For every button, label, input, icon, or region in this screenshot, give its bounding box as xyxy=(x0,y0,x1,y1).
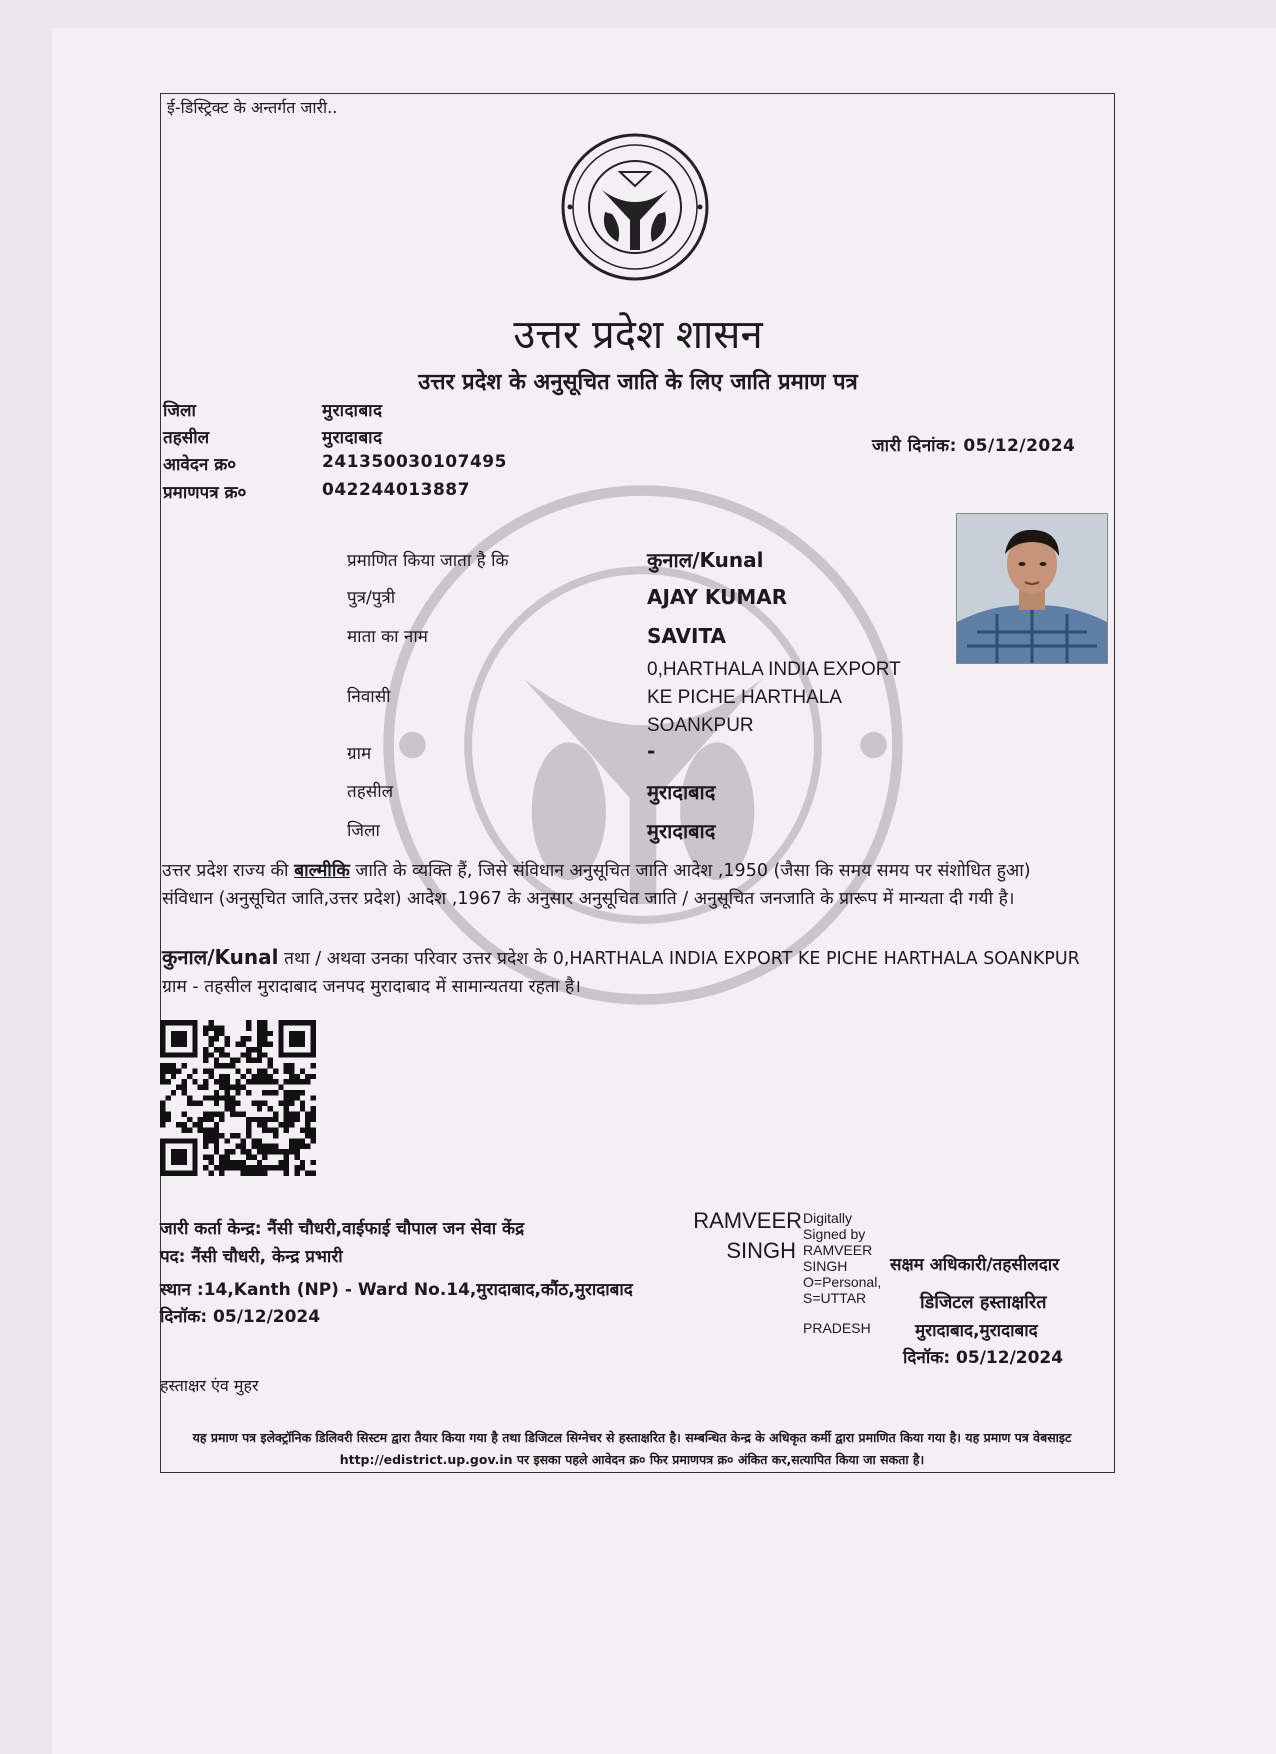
sig-line: SINGH xyxy=(803,1258,848,1274)
applicant-photo xyxy=(956,513,1108,664)
certified-label: प्रमाणित किया जाता है कि xyxy=(347,551,509,571)
issuer-post: पद: नैंसी चौधरी, केन्द्र प्रभारी xyxy=(160,1247,343,1267)
mother-label: माता का नाम xyxy=(347,627,428,647)
sig-line: PRADESH xyxy=(803,1320,871,1336)
sig-line: Digitally xyxy=(803,1210,853,1226)
tehsil-label: तहसील xyxy=(163,428,210,448)
district-label: जिला xyxy=(163,401,196,421)
caste-statement xyxy=(162,857,1082,913)
address-line-1: 0,HARTHALA INDIA EXPORT xyxy=(647,659,901,680)
residence-text: तथा / अथवा उनका परिवार उत्तर प्रदेश के 0,HARTHALA INDIA EXPORT KE PICHE HARTHALA SOANKPUR ग्राम - तहसील मुरादाबाद जनपद मुरादाबाद में सामान्यतया रहता है। xyxy=(162,949,1080,997)
authority-place: मुरादाबाद,मुरादाबाद xyxy=(915,1321,1038,1341)
detail-tehsil-label: तहसील xyxy=(347,782,394,802)
parent-name: AJAY KUMAR xyxy=(647,585,788,609)
village-label: ग्राम xyxy=(347,744,372,764)
detail-district-value: मुरादाबाद xyxy=(647,819,716,843)
signer-name-line-2: SINGH xyxy=(726,1238,796,1263)
authority-designation: सक्षम अधिकारी/तहसीलदार xyxy=(890,1255,1060,1275)
caste-name: बाल्मीकि xyxy=(294,861,350,881)
address-line-2: KE PICHE HARTHALA xyxy=(647,687,842,708)
residence-name: कुनाल/Kunal xyxy=(162,945,279,969)
authority-date: दिनॉक: 05/12/2024 xyxy=(903,1348,1064,1368)
resident-address xyxy=(647,656,901,740)
sign-seal-label: हस्ताक्षर एंव मुहर xyxy=(160,1376,259,1395)
issuing-center: जारी कर्ता केन्द्र: नैंसी चौधरी,वाईफाई चौपाल जन सेवा केंद्र xyxy=(160,1219,525,1239)
parent-label: पुत्र/पुत्री xyxy=(347,588,396,608)
mother-name: SAVITA xyxy=(647,624,727,648)
detail-district-label: जिला xyxy=(347,821,380,841)
issue-date: जारी दिनांक: 05/12/2024 xyxy=(872,436,1076,456)
qr-code xyxy=(160,1020,316,1176)
up-government-emblem xyxy=(560,132,710,282)
caste-statement-pre: उत्तर प्रदेश राज्य की xyxy=(162,861,295,881)
sig-spacer xyxy=(803,1306,881,1320)
certificate-label: प्रमाणपत्र क्र० xyxy=(163,483,247,503)
tehsil-value: मुरादाबाद xyxy=(322,428,383,448)
sig-line: O=Personal, xyxy=(803,1274,882,1290)
authority-signed: डिजिटल हस्ताक्षरित xyxy=(920,1292,1047,1313)
signer-name-line-1: RAMVEER xyxy=(693,1208,802,1233)
issuer-date: दिनॉक: 05/12/2024 xyxy=(160,1307,321,1327)
village-value: - xyxy=(647,739,656,763)
caste-statement-post: जाति के व्यक्ति हैं, जिसे संविधान अनुसूचित जाति आदेश ,1950 (जैसा कि समय समय पर संशोधित हुआ) संविधान (अनुसूचित जाति,उत्तर प्रदेश) आदेश ,1967 के अनुसार अनुसूचित जाति / अनुसूचित जनजाति के प्रारूप में मान्यता दी गयी है। xyxy=(162,861,1031,909)
detail-tehsil-value: मुरादाबाद xyxy=(647,780,716,804)
sig-line: S=UTTAR xyxy=(803,1290,867,1306)
address-line-3: SOANKPUR xyxy=(647,715,754,736)
footer-note: यह प्रमाण पत्र इलेक्ट्रॉनिक डिलिवरी सिस्टम द्वारा तैयार किया गया है तथा डिजिटल सिग्नेचर से हस्ताक्षरित है। सम्बन्धित केन्द्र के अधिकृत कर्मी द्वारा प्रमाणित किया गया है। यह प्रमाण पत्र वेबसाइट http://edistrict.up.gov.in पर इसका पहले आवेदन क्र० फिर प्रमाणपत्र क्र० अंकित कर,सत्यापित किया जा सकता है। xyxy=(192,1430,1072,1467)
header-note: ई-डिस्ट्रिक्ट के अन्तर्गत जारी.. xyxy=(167,98,338,117)
district-value: मुरादाबाद xyxy=(322,401,383,421)
resident-label: निवासी xyxy=(347,687,391,707)
issuer-place: स्थान :14,Kanth (NP) - Ward No.14,मुरादाबाद,कौंठ,मुरादाबाद xyxy=(160,1280,633,1300)
certificate-number: 042244013887 xyxy=(322,480,470,500)
sig-line: RAMVEER xyxy=(803,1242,873,1258)
digital-signature-details xyxy=(803,1210,881,1336)
title-sub: उत्तर प्रदेश के अनुसूचित जाति के लिए जाति प्रमाण पत्र xyxy=(418,370,858,395)
applicant-name: कुनाल/Kunal xyxy=(647,548,764,572)
application-label: आवेदन क्र० xyxy=(163,455,237,475)
sig-line: Signed by xyxy=(803,1226,866,1242)
title-main: उत्तर प्रदेश शासन xyxy=(513,312,763,358)
residence-statement xyxy=(162,943,1082,1001)
application-number: 241350030107495 xyxy=(322,452,507,472)
